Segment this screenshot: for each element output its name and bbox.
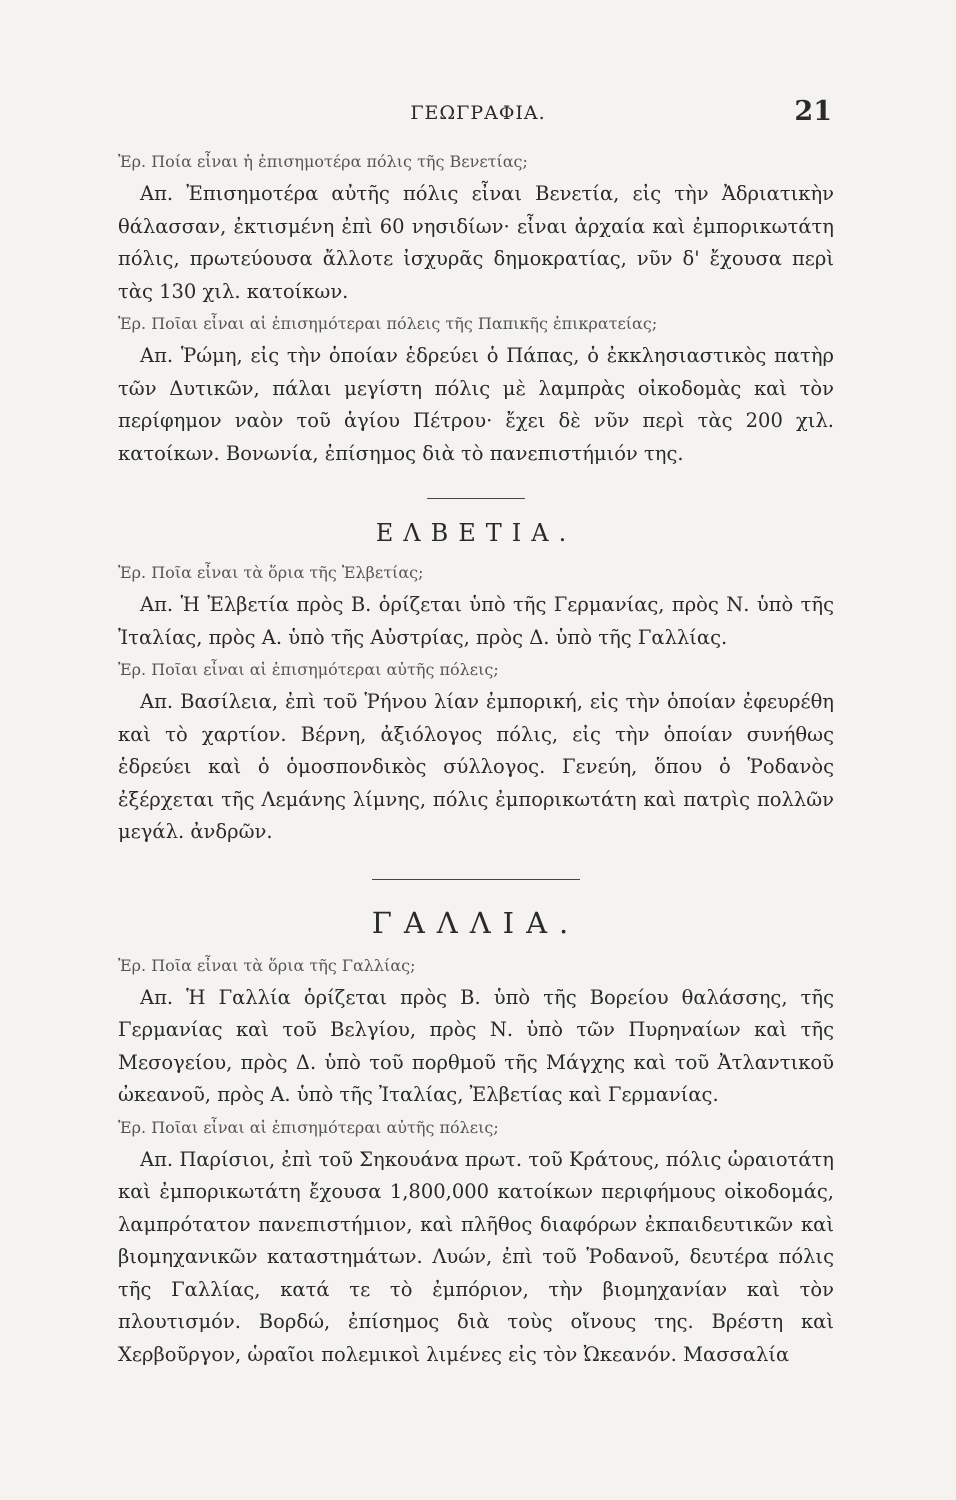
- answer-venice: Απ. Ἐπισημοτέρα αὐτῆς πόλις εἶναι Βενετία, εἰς τὴν Ἀδριατικὴν θάλασσαν, ἐκτισμένη ἐπὶ 60 νησιδίων· εἶναι ἀρχαία καὶ ἐμπορικωτάτη πόλις, πρωτεύουσα ἄλλοτε ἰσχυρᾶς δημοκρατίας, νῦν δ' ἔχουσα περὶ τὰς 130 χιλ. κατοίκων.: [118, 182, 834, 303]
- section-heading-switzerland: ΕΛΒΕΤΙΑ.: [375, 519, 577, 547]
- running-title: ΓΕΩΓΡΑΦΙΑ.: [410, 102, 546, 124]
- answer-france-borders: Απ. Ἡ Γαλλία ὁρίζεται πρὸς Β. ὑπὸ τῆς Βορείου θαλάσσης, τῆς Γερμανίας καὶ τοῦ Βελγίου, πρὸς Ν. ὑπὸ τῶν Πυρηναίων καὶ τῆς Μεσογείου, πρὸς Δ. ὑπὸ τοῦ πορθμοῦ τῆς Μάγχης καὶ τοῦ Ἀτλαντικοῦ ὠκεανοῦ, πρὸς Α. ὑπὸ τῆς Ἰταλίας, Ἐλβετίας καὶ Γερμανίας.: [118, 985, 834, 1106]
- page-number: 21: [794, 96, 832, 127]
- answer-switzerland-cities: Απ. Βασίλεια, ἐπὶ τοῦ Ῥήνου λίαν ἐμπορική, εἰς τὴν ὁποίαν ἐφευρέθη καὶ τὸ χαρτίον. Βέρνη, ἀξιόλογος πόλις, εἰς τὴν ὁποίαν συνήθως ἑδρεύει καὶ ὁ ὁμοσπονδικὸς σύλλογος. Γενεύη, ὅπου ὁ Ῥοδανὸς ἐξέρχεται τῆς Λεμάνης λίμνης, πόλις ἐμπορικωτάτη καὶ πατρὶς πολλῶν μεγάλ. ἀνδρῶν.: [118, 690, 834, 843]
- section-divider: [427, 498, 525, 499]
- question-switzerland-cities: Ἐρ. Ποῖαι εἶναι αἱ ἐπισημότεραι αὐτῆς πόλεις;: [118, 660, 499, 679]
- answer-switzerland-borders: Απ. Ἡ Ἐλβετία πρὸς Β. ὁρίζεται ὑπὸ τῆς Γερμανίας, πρὸς Ν. ὑπὸ τῆς Ἰταλίας, πρὸς Α. ὑπὸ τῆς Αὐστρίας, πρὸς Δ. ὑπὸ τῆς Γαλλίας.: [118, 593, 834, 649]
- question-papal-states: Ἐρ. Ποῖαι εἶναι αἱ ἐπισημότεραι πόλεις τῆς Παπικῆς ἐπικρατείας;: [118, 314, 658, 333]
- answer-papal-states: Απ. Ῥώμη, εἰς τὴν ὁποίαν ἑδρεύει ὁ Πάπας, ὁ ἐκκλησιαστικὸς πατὴρ τῶν Δυτικῶν, πάλαι μεγίστη πόλις μὲ λαμπρὰς οἰκοδομὰς καὶ τὸν περίφημον ναὸν τοῦ ἁγίου Πέτρου· ἔχει δὲ νῦν περὶ τὰς 200 χιλ. κατοίκων. Βονωνία, ἐπίσημος διὰ τὸ πανεπιστήμιόν της.: [118, 344, 834, 465]
- question-venice: Ἐρ. Ποία εἶναι ἡ ἐπισημοτέρα πόλις τῆς Βενετίας;: [118, 152, 528, 171]
- question-switzerland-borders: Ἐρ. Ποῖα εἶναι τὰ ὅρια τῆς Ἐλβετίας;: [118, 563, 424, 582]
- answer-france-cities: Απ. Παρίσιοι, ἐπὶ τοῦ Σηκουάνα πρωτ. τοῦ Κράτους, πόλις ὡραιοτάτη καὶ ἐμπορικωτάτη ἔχουσα 1,800,000 κατοίκων περιφήμους οἰκοδομάς, λαμπρότατον πανεπιστήμιον, καὶ πλῆθος διαφόρων ἐκπαιδευτικῶν καὶ βιομηχανικῶν καταστημάτων. Λυών, ἐπὶ τοῦ Ῥοδανοῦ, δευτέρα πόλις τῆς Γαλλίας, κατά τε τὸ ἐμπόριον, τὴν βιομηχανίαν καὶ τὸν πλουτισμόν. Βορδώ, ἐπίσημος διὰ τοὺς οἴνους της. Βρέστη καὶ Χερβοῦργον, ὡραῖοι πολεμικοὶ λιμένες εἰς τὸν Ὠκεανόν. Μασσαλία: [118, 1147, 834, 1366]
- page-content: [118, 150, 834, 1375]
- page-header: [0, 96, 956, 136]
- section-heading-france: ΓΑΛΛΙΑ.: [371, 905, 581, 940]
- question-france-borders: Ἐρ. Ποῖα εἶναι τὰ ὅρια τῆς Γαλλίας;: [118, 955, 416, 975]
- question-france-cities: Ἐρ. Ποῖαι εἶναι αἱ ἐπισημότεραι αὐτῆς πόλεις;: [118, 1117, 499, 1137]
- section-divider: [372, 879, 580, 880]
